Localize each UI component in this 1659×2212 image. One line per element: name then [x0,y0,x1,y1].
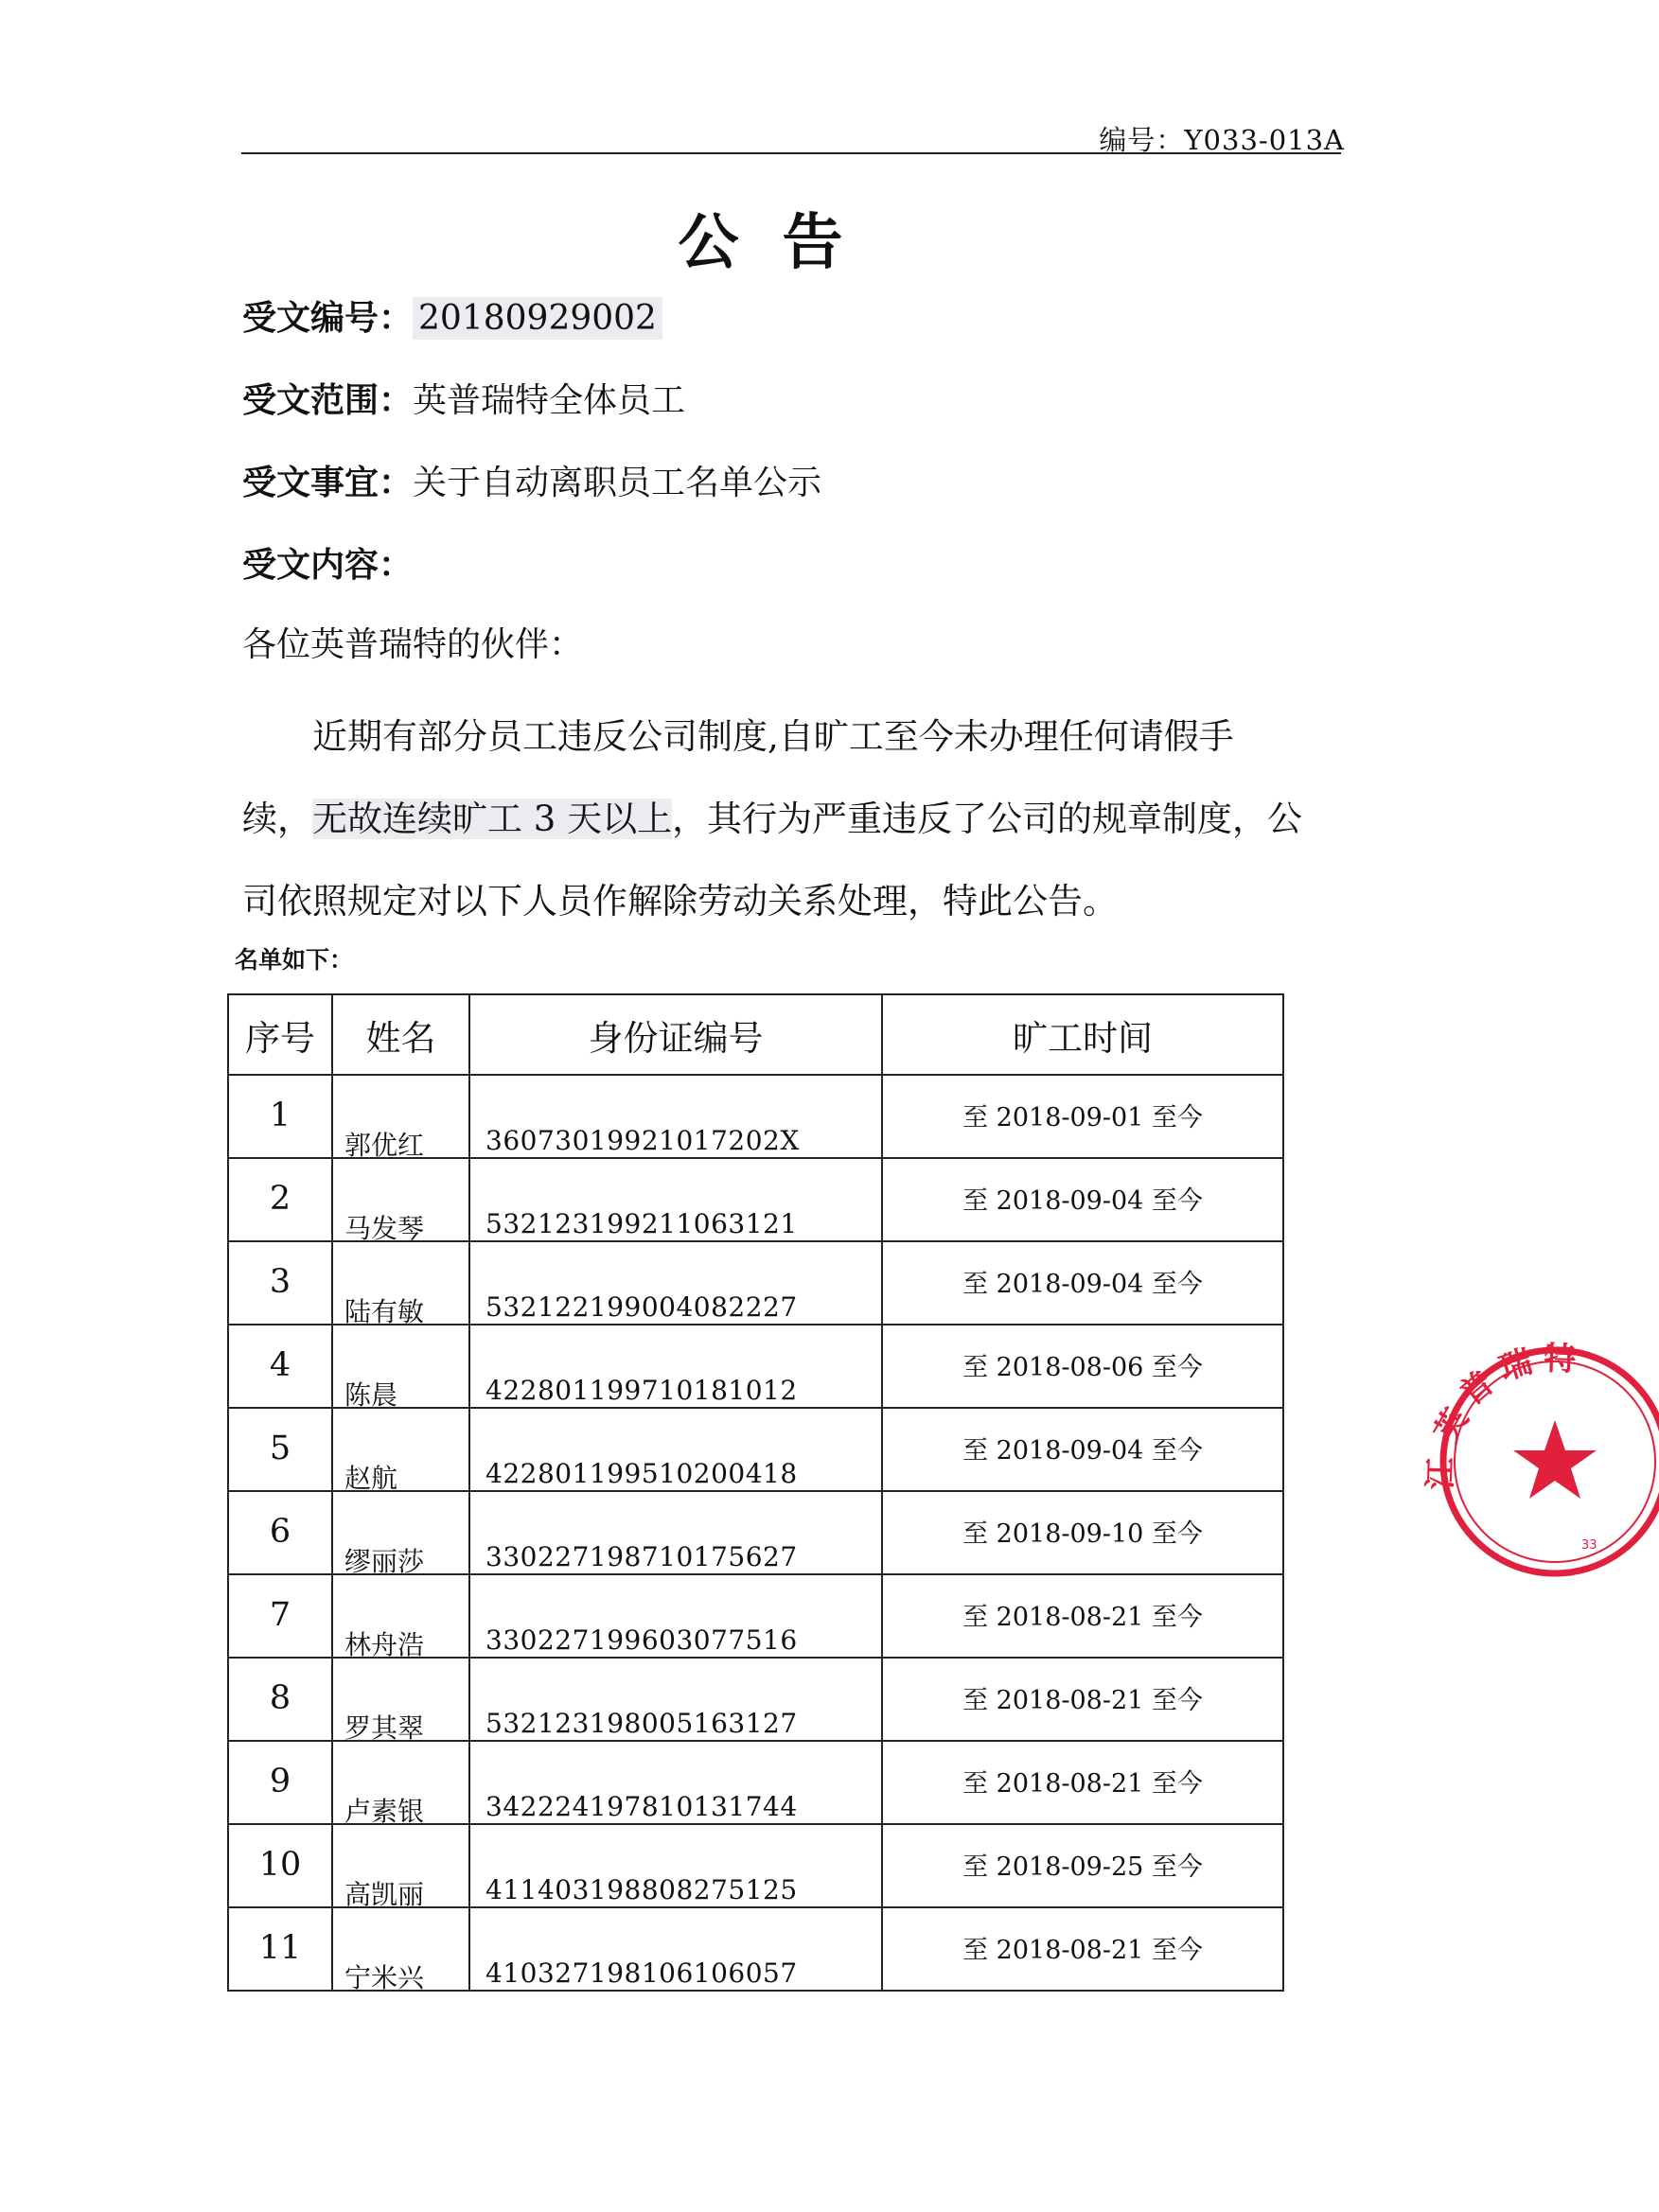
row-number-cell [228,1658,332,1741]
field-matter-value: 关于自动离职员工名单公示 [413,464,822,502]
row-id-number: 532123198005163127 [485,1708,798,1739]
body-line-2-start: 续， [242,799,312,839]
table-row [228,1658,1283,1741]
table-row [228,1075,1283,1158]
row-id-number-cell [469,1658,882,1741]
row-name: 高凯丽 [344,1879,425,1910]
row-id-number: 330227199603077516 [485,1624,798,1656]
page-title: 公告 [678,208,887,278]
row-number: 11 [258,1929,302,1967]
row-id-number-cell [469,1075,882,1158]
body-line-1: 近期有部分员工违反公司制度,自旷工至今未办理任何请假手 [312,716,1234,757]
row-id-number-cell [469,1408,882,1491]
row-id-number-cell [469,1574,882,1658]
row-absence-time: 至 2018-08-06 至今 [962,1353,1203,1382]
row-absence-time-cell [882,1574,1283,1658]
row-name-cell [332,1075,469,1161]
document-code: 编号：Y033-013A [1099,124,1345,156]
field-matter [242,456,821,504]
row-name-cell [332,1741,469,1827]
row-absence-time-cell [882,1408,1283,1491]
company-seal [1413,1339,1659,1585]
row-number-cell [228,1408,332,1491]
row-name: 罗其翠 [344,1712,425,1744]
row-absence-time-cell [882,1741,1283,1824]
row-id-number-cell [469,1158,882,1241]
row-name-cell [332,1824,469,1910]
row-id-number: 532123199211063121 [485,1208,798,1239]
row-name: 马发琴 [344,1213,425,1244]
row-name-cell [332,1658,469,1744]
header-no: 序号 [228,994,332,1075]
row-id-number-cell [469,1741,882,1824]
header-rule [241,152,1341,154]
header-name: 姓名 [332,994,469,1075]
row-absence-time-cell [882,1241,1283,1325]
row-number-cell [228,1158,332,1241]
body-paragraph [242,695,1331,942]
table-row [228,1741,1283,1824]
svg-text:瑞: 瑞 [1494,1343,1538,1389]
row-number-cell [228,1325,332,1408]
body-line-2 [242,778,1331,860]
row-name: 宁米兴 [344,1962,425,1993]
body-line-2-highlight: 无故连续旷工 3 天以上 [312,799,673,839]
table-header-row [228,994,1283,1075]
roster-table [227,993,1284,1992]
row-id-number-cell [469,1491,882,1574]
row-absence-time: 至 2018-09-25 至今 [962,1852,1203,1882]
row-name-cell [332,1158,469,1244]
row-absence-time: 至 2018-09-04 至今 [962,1270,1203,1299]
row-name: 林舟浩 [344,1629,425,1660]
table-row [228,1574,1283,1658]
field-content-label: 受文内容： [242,546,414,585]
row-number: 8 [269,1679,291,1717]
row-absence-time-cell [882,1907,1283,1991]
row-id-number: 342224197810131744 [485,1791,798,1822]
row-name-cell [332,1325,469,1411]
header-id: 身份证编号 [469,994,882,1075]
field-content [242,538,413,587]
row-number-cell [228,1075,332,1158]
row-name: 缪丽莎 [344,1546,425,1577]
row-name: 赵航 [344,1463,398,1494]
row-id-number: 36073019921017202X [485,1125,800,1156]
list-label: 名单如下： [235,946,354,974]
row-number-cell [228,1574,332,1658]
table-row [228,1491,1283,1574]
row-number-cell [228,1241,332,1325]
body-line-2-end: ，其行为严重违反了公司的规章制度，公 [672,799,1303,839]
body-line-3: 司依照规定对以下人员作解除劳动关系处理，特此公告。 [242,881,1118,922]
row-name-cell [332,1574,469,1658]
field-number-value: 20180929002 [413,297,662,340]
field-scope-label: 受文范围： [242,381,414,420]
row-number: 5 [269,1430,291,1467]
row-number: 2 [269,1180,291,1218]
row-absence-time: 至 2018-08-21 至今 [962,1769,1203,1799]
row-number-cell [228,1491,332,1574]
row-id-number-cell [469,1907,882,1991]
row-id-number: 330227198710175627 [485,1541,798,1572]
row-name-cell [332,1241,469,1325]
row-absence-time: 至 2018-09-04 至今 [962,1186,1203,1216]
row-absence-time: 至 2018-09-04 至今 [962,1436,1203,1466]
table-row [228,1408,1283,1491]
row-id-number: 410327198106106057 [485,1957,798,1989]
row-id-number: 532122199004082227 [485,1291,798,1323]
row-number: 1 [269,1097,291,1134]
svg-text:33: 33 [1581,1538,1597,1553]
table-row [228,1158,1283,1241]
row-number: 3 [269,1263,291,1301]
row-absence-time: 至 2018-08-21 至今 [962,1686,1203,1715]
row-name: 陈晨 [344,1379,398,1411]
row-number-cell [228,1907,332,1991]
header-time: 旷工时间 [882,994,1283,1075]
table-row [228,1907,1283,1991]
row-name-cell [332,1907,469,1991]
row-absence-time-cell [882,1491,1283,1574]
row-id-number-cell [469,1824,882,1907]
row-name-cell [332,1408,469,1494]
row-number-cell [228,1824,332,1907]
row-absence-time-cell [882,1325,1283,1408]
table-row [228,1824,1283,1907]
field-scope [242,374,685,422]
row-name: 卢素银 [344,1796,425,1827]
row-id-number: 422801199710181012 [485,1375,798,1406]
field-number [242,291,662,340]
table-row [228,1325,1283,1408]
row-absence-time-cell [882,1158,1283,1241]
row-name: 陆有敏 [344,1296,425,1327]
svg-text:普: 普 [1453,1363,1502,1413]
row-absence-time: 至 2018-08-21 至今 [962,1603,1203,1632]
greeting: 各位英普瑞特的伙伴： [242,625,584,664]
row-id-number: 411403198808275125 [485,1874,798,1905]
row-name-cell [332,1491,469,1577]
row-id-number-cell [469,1325,882,1408]
svg-text:特: 特 [1543,1340,1578,1379]
svg-text:英: 英 [1427,1402,1476,1449]
row-number: 6 [269,1513,291,1551]
row-absence-time: 至 2018-09-01 至今 [962,1103,1203,1132]
row-number: 9 [269,1763,291,1800]
row-number-cell [228,1741,332,1824]
field-matter-label: 受文事宜： [242,464,414,502]
row-absence-time-cell [882,1824,1283,1907]
field-number-label: 受文编号： [242,299,414,338]
row-absence-time: 至 2018-08-21 至今 [962,1936,1203,1965]
row-id-number-cell [469,1241,882,1325]
svg-text:江: 江 [1421,1456,1461,1491]
row-absence-time-cell [882,1075,1283,1158]
row-number: 10 [258,1846,302,1884]
row-name: 郭优红 [344,1130,425,1161]
field-scope-value: 英普瑞特全体员工 [413,381,686,420]
table-row [228,1241,1283,1325]
row-id-number: 422801199510200418 [485,1458,798,1489]
row-number: 7 [269,1596,291,1634]
row-number: 4 [269,1346,291,1384]
row-absence-time-cell [882,1658,1283,1741]
row-absence-time: 至 2018-09-10 至今 [962,1519,1203,1549]
